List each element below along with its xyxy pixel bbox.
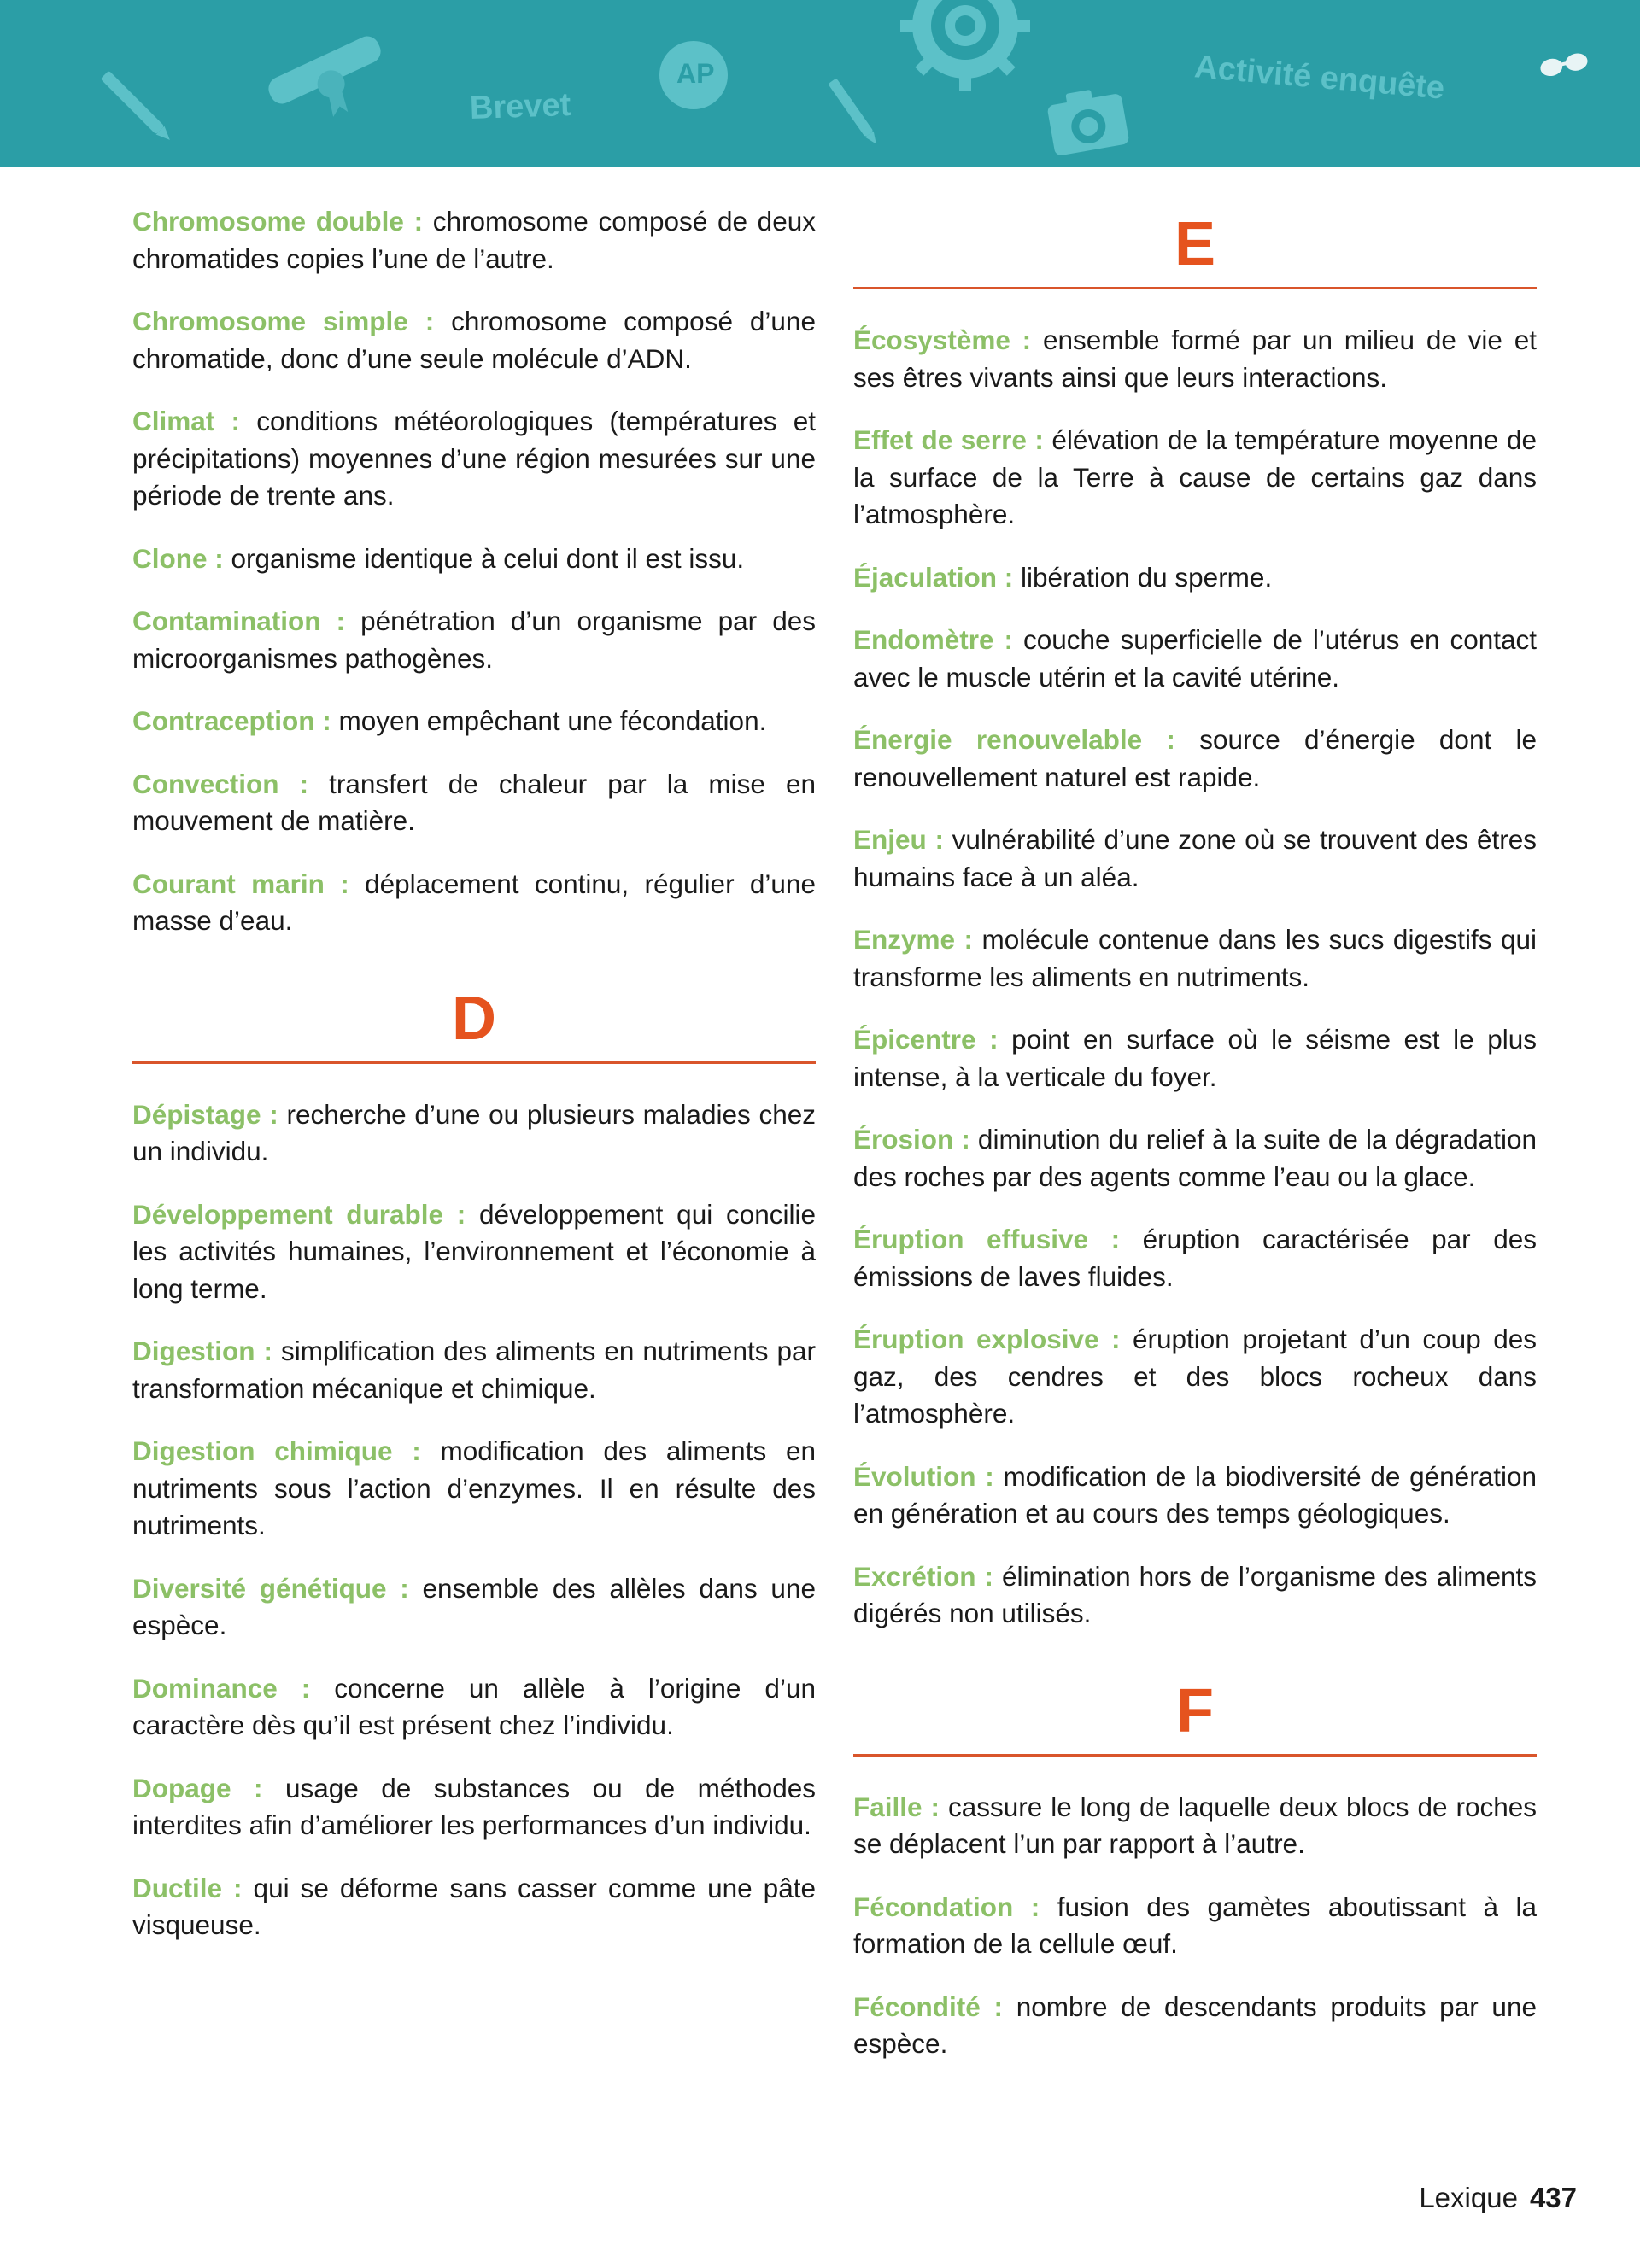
glossary-entry (853, 1789, 1537, 1863)
glossary-entry (853, 921, 1537, 996)
glossary-definition: modification de la biodiversité de génération en génération et au cours des temps géologiques. (853, 1460, 1537, 1529)
left-column (132, 203, 816, 1970)
glossary-definition: vulnérabilité d’une zone où se trouvent des êtres humains face à un aléa. (853, 824, 1537, 892)
glossary-term: Clone : (132, 542, 224, 574)
glossary-entry (853, 1021, 1537, 1096)
glossary-definition: chromosome composé de deux chromatides copies l’une de l’autre. (132, 206, 816, 274)
section-f-entries (853, 1789, 1537, 2063)
glossary-definition: pénétration d’un organisme par des microorganismes pathogènes. (132, 605, 817, 674)
glossary-entry (132, 866, 816, 940)
glossary-entry (132, 603, 816, 677)
glossary-entry (132, 203, 816, 278)
glossary-entry (132, 1196, 816, 1308)
section-letter-d: D (452, 984, 496, 1053)
glossary-entry (132, 1870, 816, 1944)
glossary-term: Éruption explosive : (853, 1324, 1121, 1354)
glossary-term: Développement durable : (132, 1198, 466, 1230)
glasses-icon (1539, 51, 1590, 78)
glossary-entry (132, 766, 816, 840)
glossary-term: Convection : (132, 768, 309, 799)
glossary-term: Faille : (853, 1791, 940, 1822)
glossary-term: Dopage : (132, 1772, 263, 1803)
glossary-definition: couche superficielle de l’utérus en contact avec le muscle utérin et la cavité utérine. (853, 624, 1538, 693)
glossary-entry (132, 1770, 816, 1844)
camera-icon (1046, 85, 1130, 156)
glossary-entry (132, 541, 816, 578)
glossary-term: Diversité génétique : (132, 1572, 409, 1604)
glossary-definition: élimination hors de l’organisme des aliments digérés non utilisés. (853, 1560, 1537, 1628)
glossary-definition: conditions météorologiques (températures et précipitations) moyennes d’une région mesurées sur une période de trente ans. (132, 406, 817, 511)
glossary-term: Fécondation : (853, 1891, 1040, 1922)
banner-label-brevet: Brevet (469, 86, 571, 127)
gear-icon (900, 0, 1030, 91)
glossary-definition: organisme identique à celui dont il est issu. (223, 542, 745, 574)
glossary-term: Ductile : (132, 1872, 243, 1903)
section-c-entries (132, 203, 816, 940)
glossary-definition: transfert de chaleur par la mise en mouvement de matière. (132, 768, 816, 836)
glossary-term: Dominance : (132, 1672, 311, 1704)
glossary-definition: cassure le long de laquelle deux blocs de roches se déplacent l’un par rapport à l’autre. (853, 1791, 1537, 1859)
glossary-term: Dépistage : (132, 1098, 278, 1130)
glossary-definition: concerne un allèle à l’origine d’un caractère dès qu’il est présent chez l’individu. (132, 1672, 816, 1740)
glossary-term: Fécondité : (853, 1990, 1003, 2022)
section-header-e (853, 210, 1537, 289)
glossary-term: Digestion : (132, 1336, 272, 1366)
glossary-term: Évolution : (853, 1460, 994, 1492)
glossary-definition: ensemble des allèles dans une espèce. (132, 1572, 816, 1640)
glossary-term: Enjeu : (853, 824, 944, 855)
glossary-entry (853, 1121, 1537, 1195)
glossary-term: Endomètre : (853, 624, 1014, 655)
glossary-entry (853, 622, 1537, 696)
glossary-term: Éruption effusive : (853, 1224, 1121, 1254)
glossary-term: Contamination : (132, 605, 346, 636)
glossary-term: Enzyme : (853, 924, 974, 955)
glossary-definition: recherche d’une ou plusieurs maladies chez un individu. (132, 1098, 817, 1166)
glossary-term: Climat : (132, 406, 240, 436)
glossary-definition: simplification des aliments en nutriments par transformation mécanique et chimique. (132, 1336, 816, 1404)
glossary-definition: nombre de descendants produits par une espèce. (853, 1990, 1537, 2059)
glossary-entry (853, 322, 1537, 396)
section-d-entries (132, 1096, 816, 1944)
glossary-term: Énergie renouvelable : (853, 724, 1175, 755)
glossary-entry (853, 1321, 1537, 1433)
glossary-definition: molécule contenue dans les sucs digestifs qui transforme les aliments en nutriments. (853, 924, 1538, 992)
glossary-definition: développement qui concilie les activités humaines, l’environnement et l’économie à long terme. (132, 1198, 816, 1304)
header-banner (0, 0, 1640, 167)
glossary-definition: fusion des gamètes aboutissant à la formation de la cellule œuf. (853, 1891, 1537, 1959)
section-letter-f: F (1176, 1676, 1214, 1745)
glossary-entry (853, 1458, 1537, 1533)
glossary-term: Excrétion : (853, 1560, 994, 1592)
glossary-definition: élévation de la température moyenne de la surface de la Terre à cause de certains gaz dans l’atmosphère. (853, 424, 1537, 529)
glossary-definition: chromosome composé d’une chromatide, donc d’une seule molécule d’ADN. (132, 306, 816, 374)
glossary-term: Éjaculation : (853, 561, 1014, 593)
glossary-entry (853, 559, 1537, 597)
glossary-definition: éruption projetant d’un coup des gaz, des cendres et des blocs rocheux dans l’atmosphère. (853, 1324, 1537, 1429)
glossary-entry (132, 1570, 816, 1645)
diploma-icon (265, 32, 399, 138)
glossary-entry (132, 1433, 816, 1545)
glossary-definition: éruption caractérisée par des émissions de laves fluides. (853, 1224, 1537, 1292)
section-header-d (132, 984, 816, 1064)
glossary-entry (132, 1096, 816, 1171)
glossary-term: Digestion chimique : (132, 1435, 421, 1466)
glossary-term: Érosion : (853, 1124, 970, 1154)
glossary-term: Écosystème : (853, 324, 1032, 355)
glossary-entry (132, 303, 816, 377)
page-number: 437 (1529, 2182, 1577, 2213)
glossary-definition: source d’énergie dont le renouvellement naturel est rapide. (853, 724, 1538, 792)
banner-label-ap: AP (676, 58, 715, 89)
glossary-entry (853, 1558, 1537, 1633)
glossary-entry (132, 703, 816, 740)
section-e-entries (853, 322, 1537, 1633)
section-header-f (853, 1676, 1537, 1757)
glossary-entry (132, 1333, 816, 1407)
glossary-term: Épicentre : (853, 1024, 999, 1055)
glossary-term: Chromosome simple : (132, 306, 435, 336)
banner-label-activite-enquete: Activité enquête (1192, 49, 1446, 107)
pencil-icon (828, 78, 880, 147)
glossary-definition: qui se déforme sans casser comme une pâte visqueuse. (132, 1872, 816, 1940)
right-column (853, 203, 1537, 2089)
glossary-entry (132, 403, 816, 515)
glossary-definition: point en surface où le séisme est le plus intense, à la verticale du foyer. (853, 1024, 1537, 1092)
glossary-entry (853, 1221, 1537, 1295)
glossary-entry (853, 722, 1537, 796)
glossary-entry (132, 1670, 816, 1745)
glossary-term: Chromosome double : (132, 206, 424, 237)
glossary-definition: modification des aliments en nutriments sous l’action d’enzymes. Il en résulte des nutriments. (132, 1435, 816, 1540)
glossary-definition: ensemble formé par un milieu de vie et ses êtres vivants ainsi que leurs interactions. (853, 324, 1538, 393)
glossary-definition: diminution du relief à la suite de la dégradation des roches par des agents comme l’eau ou la glace. (853, 1124, 1537, 1192)
section-letter-e: E (1174, 210, 1216, 278)
glossary-term: Contraception : (132, 705, 331, 736)
footer-section-label: Lexique (1419, 2182, 1518, 2213)
glossary-entry (853, 1989, 1537, 2063)
glossary-definition: libération du sperme. (1013, 561, 1273, 593)
glossary-term: Effet de serre : (853, 424, 1044, 455)
glossary-entry (853, 821, 1537, 896)
page-footer (1419, 2182, 1577, 2214)
glossary-definition: moyen empêchant une fécondation. (331, 705, 767, 736)
pencil-icon (101, 71, 174, 144)
glossary-entry (853, 1889, 1537, 1963)
glossary-term: Courant marin : (132, 868, 349, 899)
glossary-definition: déplacement continu, régulier d’une masse d’eau. (132, 868, 816, 936)
glossary-definition: usage de substances ou de méthodes interdites afin d’améliorer les performances d’un individu. (132, 1772, 816, 1840)
glossary-entry (853, 422, 1537, 534)
